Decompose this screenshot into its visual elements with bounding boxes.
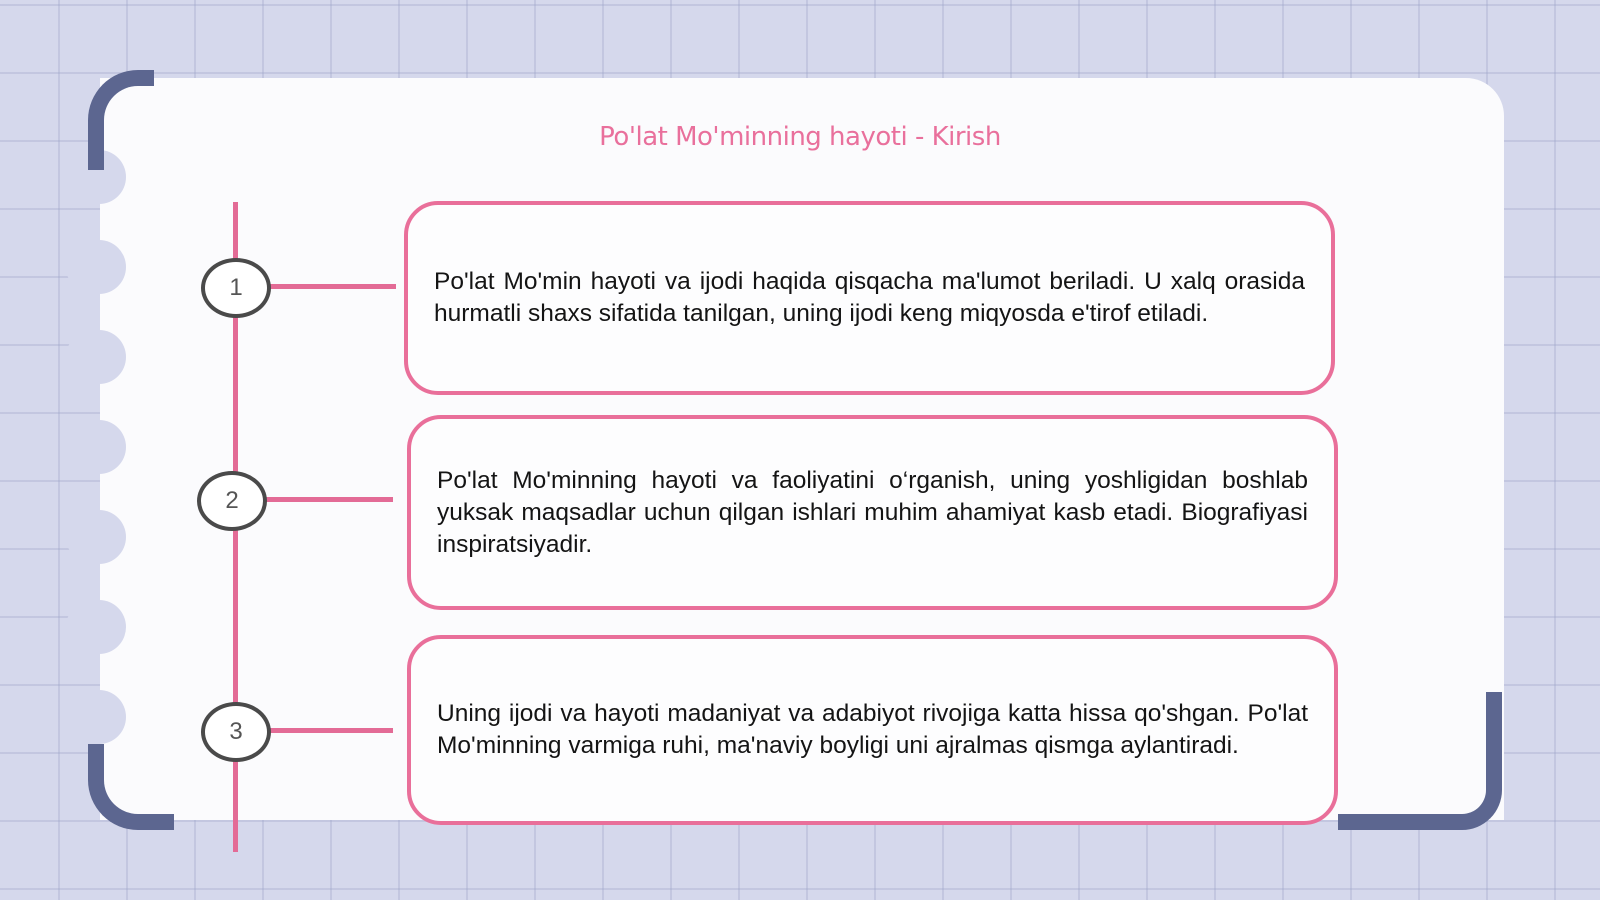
card-text: Po'lat Mo'min hayoti va ijodi haqida qisqacha ma'lumot beriladi. U xalq orasida hurmatli shaxs sifatida tanilgan, uning ijodi keng miqyosda e'tirof etiladi. <box>434 268 1305 327</box>
timeline-node-1 <box>201 258 271 318</box>
timeline-card-3 <box>407 635 1338 825</box>
frame-corner-bottom-right <box>1338 692 1502 830</box>
timeline-node-2 <box>197 471 267 531</box>
scallop <box>66 240 126 294</box>
frame-corner-top-left <box>88 70 154 170</box>
scallop <box>66 690 126 744</box>
timeline-node-3 <box>201 702 271 762</box>
slide-title: Po'lat Mo'minning hayoti - Kirish <box>599 122 1001 152</box>
node-number: 2 <box>225 487 239 514</box>
node-number: 3 <box>229 718 243 745</box>
card-text: Uning ijodi va hayoti madaniyat va adabiyot rivojiga katta hissa qo'shgan. Po'lat Mo'minning varmiga ruhi, ma'naviy boyligi uni ajralmas qismga aylantiradi. <box>437 700 1308 759</box>
timeline-connector <box>264 728 393 733</box>
node-number: 1 <box>229 274 243 301</box>
scallop <box>66 420 126 474</box>
timeline-card-1 <box>404 201 1335 395</box>
scallop <box>66 600 126 654</box>
card-text: Po'lat Mo'minning hayoti va faoliyatini o‘rganish, uning yoshligidan boshlab yuksak maqsadlar uchun qilgan ishlari muhim ahamiyat kasb etadi. Biografiyasi inspiratsiyadir. <box>437 466 1308 558</box>
timeline-connector <box>260 497 393 502</box>
scallop <box>66 510 126 564</box>
timeline-card-2 <box>407 415 1338 610</box>
timeline-connector <box>262 284 396 289</box>
scallop <box>66 330 126 384</box>
